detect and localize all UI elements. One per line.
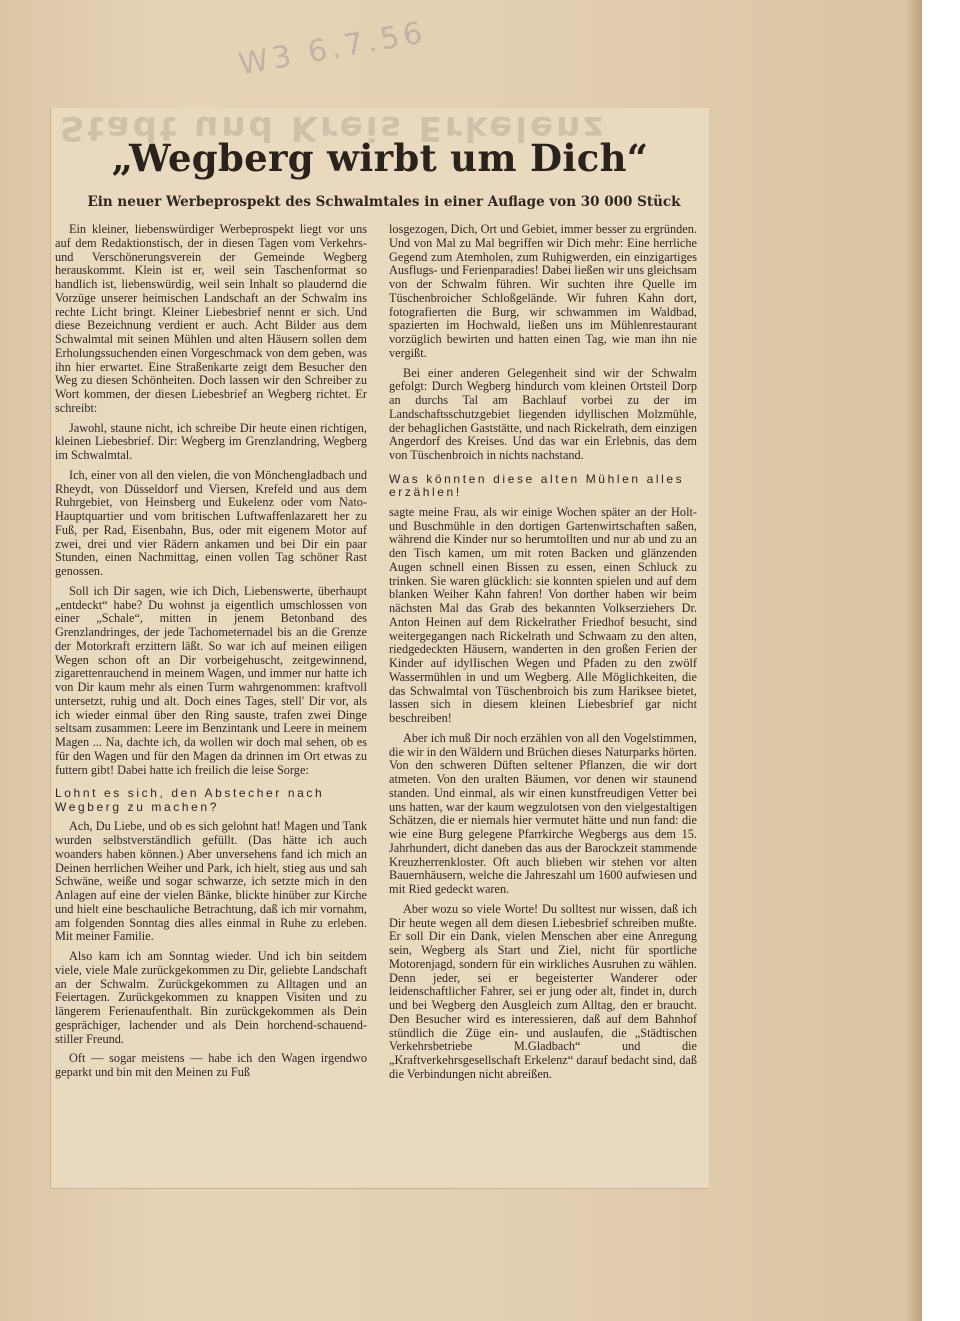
paragraph: sagte meine Frau, als wir einige Wochen später an der Holt- und Buschmühle in den dortigen Gartenwirtschaften saßen, während die Kinder nur so herumtollten und nur ab und zu an den Tisch kamen, um mit roten Backen und glänzenden Augen schnell einen Bissen zu essen, einen Schluck zu trinken. Sie waren glücklich: sie konnten spielen und auf dem blanken Weiher Kahn fahren! Von dorther haben wir beim nächsten Mal das Grab des bekannten Volkserziehers Dr. Anton Heinen auf dem Rickelrather Friedhof besucht, sind weitergegangen nach Rickelrath und Schwaam zu den alten, riedgedeckten Häusern, wanderten in den großen Ferien der Kinder auf idylIischen Wegen und Pfaden zu den zwölf Wassermühlen in und um Wegberg. Alle Möglichkeiten, die das Schwalmtal von Tüschenbroich bis zum Hariksee bietet, lassen sich in diesem kleinen Liebesbrief gar nicht beschreiben! <box>389 504 697 725</box>
headline: „Wegberg wirbt um Dich“ <box>111 136 649 180</box>
paragraph: Ich, einer von all den vielen, die von Mönchengladbach und Rheydt, von Düsseldorf und Viersen, Krefeld und aus dem Ruhrgebiet, von Heinsberg und Eukelenz oder vom Nato-Hauptquartier und vom britischen Luftwaffenlazarett her zu Fuß, per Rad, Eisenbahn, Bus, oder mit eigenem Motor auf zwei, drei und vier Rädern ankamen und bei Dir ein paar Stunden, einen Nachmittag, einen vollen Tag schöner Rast genossen. <box>55 467 367 578</box>
paragraph: losgezogen, Dich, Ort und Gebiet, immer besser zu ergründen. Und von Mal zu Mal begriffen wir Dich mehr: Eine herrliche Gegend zum Atemholen, zum Ruhigwerden, ein einzigartiges Ausflugs- und Ferienparadies! Dabei ließen wir uns gleichsam von der Schwalm führen. Wir suchten ihre Quelle im Tüschenbroicher Schloßgelände. Wir fuhren Kahn dort, fotografierten die Burg, wir schwammen im Waldbad, spazierten im Hochwald, ließen uns im Mühlenrestaurant vorzüglich bewirten und hatten einen Tag, wie man ihn nie vergißt. <box>389 222 697 360</box>
sheet-edge-shadow <box>905 0 922 1321</box>
article-column-right <box>389 223 697 1082</box>
pencil-annotation: W3 6.7.56 <box>236 15 429 83</box>
section-heading: Lohnt es sich, den Abstecher nach Wegberg zu machen? <box>55 786 325 814</box>
paragraph: Bei einer anderen Gelegenheit sind wir der Schwalm gefolgt: Durch Wegberg hindurch vom kleinen Ortsteil Dorp an durchs Tal am Bachlauf vorbei zu der im Landschaftsschutzgebiet liegenden idyllischen Molzmühle, der behaglichen Gaststätte, und nach Rickelrath, dem einzigen Angerdorf des Kreises. Und das war ein Erlebnis, das dem von Tüschenbroich in nichts nachstand. <box>389 365 697 462</box>
section-heading: Was könnten diese alten Mühlen alles erzählen! <box>389 471 685 500</box>
subheadline: Ein neuer Werbeprospekt des Schwalmtales in einer Auflage von 30 000 Stück <box>87 194 681 210</box>
paragraph: Ach, Du Liebe, und ob es sich gelohnt hat! Magen und Tank wurden selbstverständlich gefüllt. (Das hätte ich auch woanders haben können.) Aber unversehens fand ich mich an Deinen herrlichen Weiher und Park, ich hielt, stieg aus und sah Schwäne, weiße und sogar schwarze, ich setzte mich in den Anlagen auf eine der vielen Bänke, blickte hinüber zur Kirche und hielt eine beschauliche Betrachtung, daß ich mir vornahm, am folgenden Sonntag dies alles einmal in Ruhe zu erleben. Mit meiner Familie. <box>55 819 367 944</box>
paragraph: Aber wozu so viele Worte! Du solltest nur wissen, daß ich Dir heute wegen all dem diesen Liebesbrief schreiben mußte. Er soll Dir ein Dank, vielen Menschen aber eine Anregung sein, Wegberg als Start und Ziel, nicht für sportliche Motorenjagd, sondern für ein wirkliches Ausruhen zu wählen. Denn jeder, sei er begeisterter Wanderer oder leidenschaftlicher Fahrer, sei er jung oder alt, findet in, durch und bei Wegberg den Ausgleich zum Alltag, den er braucht. Den Besucher wird es interessieren, daß auf dem Bahnhof stündlich die Züge ein- und auslaufen, die „Städtischen Verkehrsbetriebe M.Gladbach“ und die „Kraftverkehrsgesellschaft Erkelenz“ darauf bedacht sind, daß die Verbindungen nicht abreißen. <box>389 901 697 1081</box>
paragraph: Jawohl, staune nicht, ich schreibe Dir heute einen richtigen, kleinen Liebesbrief. Dir: Wegberg im Grenzlandring, Wegberg im Schwalmtal. <box>55 420 367 462</box>
bleed-through-text: Stadt und Kreis Erkelenz <box>60 108 607 148</box>
paragraph: Soll ich Dir sagen, wie ich Dich, Liebenswerte, überhaupt „entdeckt“ habe? Du wohnst ja eigentlich umschlossen von einer „Schale“, mitten in jenem Betonband des Grenzlandringes, der jede Tachometernadel bis an die Grenze der Motorkraft erzittern läßt. So war ich auf meinen eiligen Wegen schon oft an Dir vorbeigehuscht, zeitgewinnend, zigarettenrauchend in meinem Wagen, und immer nur hatte ich von Dir kaum mehr als einen Turm wahrgenommen: kraftvoll untersetzt, ruhig und alt. Doch eines Tages, stell' Dir vor, als ich wieder einmal über den Ring sauste, trafen zwei Dinge seltsam zusammen: Leere im Benzintank und Leere in meinem Magen ... Na, dachte ich, da wollen wir doch mal sehen, ob es für den Wagen und für den Magen da drinnen im Ort etwas zu futtern gibt! Dabei hatte ich freilich die leise Sorge: <box>55 583 367 777</box>
article-column-left <box>55 223 367 1080</box>
paragraph: Ein kleiner, liebenswürdiger Werbeprospekt liegt vor uns auf dem Redaktionstisch, der in diesen Tagen vom Verkehrs- und Verschönerungsverein der Gemeinde Wegberg herauskommt. Klein ist er, weil sein Taschenformat so handlich ist, liebenswürdig, weil sein Inhalt so plaudernd die Vorzüge unserer heimischen Landschaft an der Schwalm ins rechte Licht bringt. Kleiner Liebesbrief nennt er sich. Und diese Bezeichnung verdient er auch. Acht Bilder aus dem Schwalmtal mit seinen Mühlen und alten Häusern sollen dem Erholungssuchenden einen Vorgeschmack von dem geben, was ihn hier erwartet. Eine Straßenkarte zeigt dem Besucher den Weg zu diesen Schönheiten. Doch lassen wir den Schreiber zu Wort kommen, der diesen Liebesbrief an Wegberg richtet. Er schreibt: <box>55 222 367 415</box>
paragraph: Oft — sogar meistens — habe ich den Wagen irgendwo geparkt und bin mit den Meinen zu Fuß <box>55 1051 367 1079</box>
paragraph: Aber ich muß Dir noch erzählen von all den Vogelstimmen, die wir in den Wäldern und Brüchen dieses Naturparks hörten. Von den schweren Düften seltener Pflanzen, die wir dort atmeten. Von den uralten Bäumen, vor denen wir staunend standen. Und einmal, als wir einen kunstfreudigen Vetter bei uns hatten, war der kaum wegzulotsen von den vielgestaltigen Schätzen, die er niemals hier vermutet hätte und nun fand: die wie eine Burg gelegene Pfarrkirche Wegbergs aus dem 15. Jahrhundert, dicht daneben das aus der Barockzeit stammende Kreuzherrenkloster. Oft auch blieben wir stehen vor alten Bauernhäusern, welche die Jahreszahl um 1600 aufwiesen und mit Ried gedeckt waren. <box>389 730 697 896</box>
paragraph: Also kam ich am Sonntag wieder. Und ich bin seitdem viele, viele Male zurückgekommen zu Dir, geliebte Landschaft an der Schwalm. Zurückgekommen zu Alltagen und an Feiertagen. Zurückgekommen zu knappen Visiten und zu längerem Ferienaufenthalt. Bin zurückgekommen als Dein gesprächiger, lachender und als Dein horchend-schauend-stiller Freund. <box>55 949 367 1046</box>
